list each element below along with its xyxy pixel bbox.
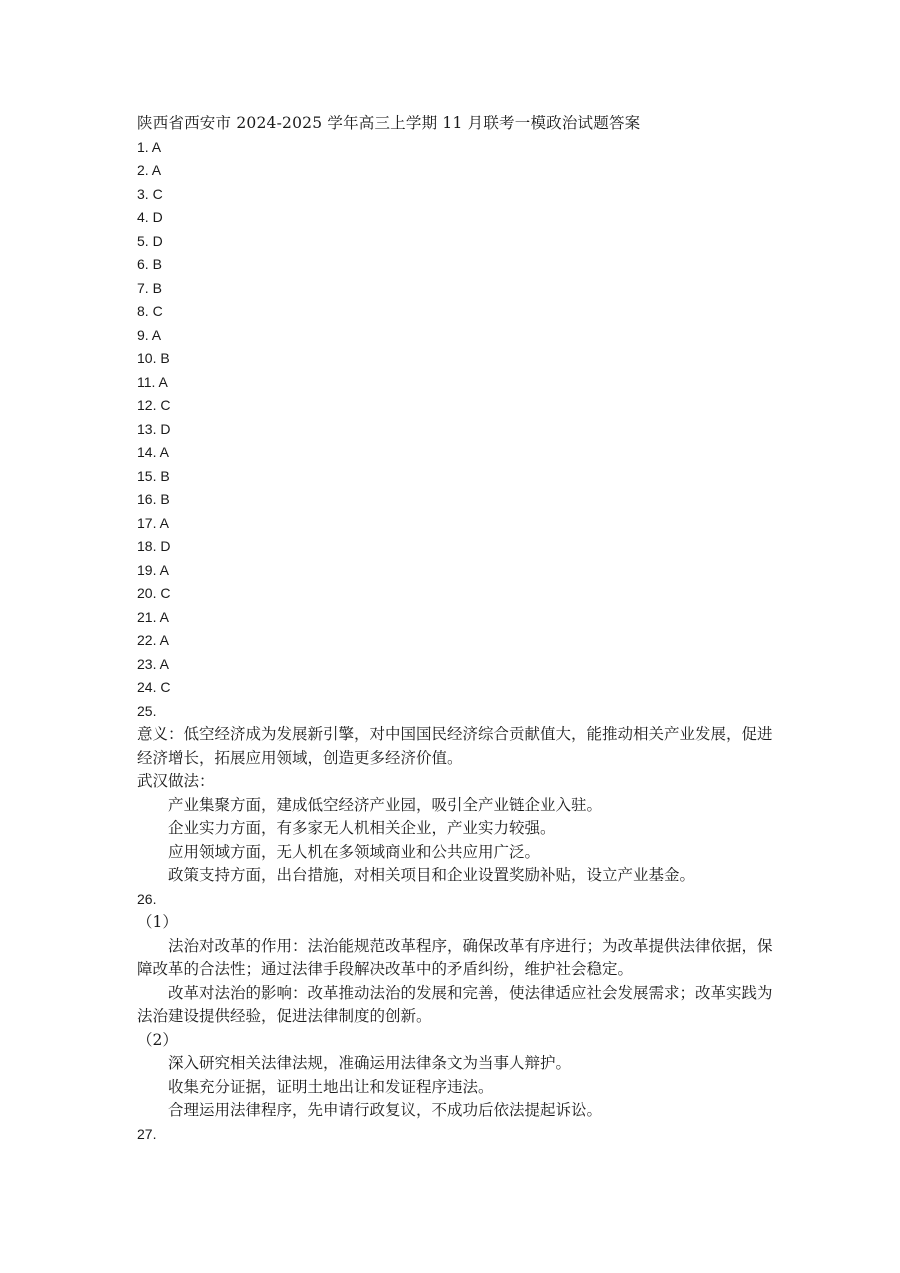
question-25-number: 25. [137, 702, 157, 719]
answer-item: 1. A [137, 138, 162, 155]
question-25-point: 企业实力方面，有多家无人机相关企业，产业实力较强。 [168, 819, 556, 837]
document-content [137, 112, 777, 1146]
answer-item: 13. D [137, 420, 171, 437]
page-title: 陕西省西安市 2024-2025 学年高三上学期 11 月联考一模政治试题答案 [137, 114, 641, 132]
answer-item: 11. A [137, 373, 168, 390]
answer-item: 21. A [137, 608, 169, 625]
answer-item: 20. C [137, 585, 171, 601]
question-26-part2-point: 收集充分证据，证明土地出让和发证程序违法。 [168, 1077, 494, 1096]
question-25-point: 应用领域方面，无人机在多领域商业和公共应用广泛。 [168, 842, 541, 861]
question-25-point: 产业集聚方面，建成低空经济产业园，吸引全产业链企业入驻。 [168, 795, 603, 814]
answer-item: 15. B [137, 467, 170, 484]
question-26-part2-label: （2） [137, 1030, 178, 1049]
answer-item: 19. A [137, 561, 169, 578]
question-26-part1-point: 改革对法治的影响：改革推动法治的发展和完善，使法律适应社会发展需求；改革实践为法治建设提供经验，促进法律制度的创新。 [137, 983, 773, 1025]
answer-item: 4. D [137, 209, 163, 225]
answer-item: 17. A [137, 514, 169, 531]
answer-item: 18. D [137, 538, 171, 554]
answer-item: 24. C [137, 679, 171, 695]
question-26-part2-point: 深入研究相关法律法规，准确运用法律条文为当事人辩护。 [168, 1054, 572, 1072]
answer-item: 14. A [137, 444, 169, 460]
answer-item: 9. A [137, 326, 162, 343]
question-26-part1-point: 法治对改革的作用：法治能规范改革程序，确保改革有序进行；为改革提供法律依据，保障改革的合法性；通过法律手段解决改革中的矛盾纠纷，维护社会稳定。 [137, 936, 773, 978]
question-26-part2-point: 合理运用法律程序，先申请行政复议，不成功后依法提起诉讼。 [168, 1101, 603, 1119]
answer-item: 22. A [137, 632, 169, 648]
question-25-significance: 意义：低空经济成为发展新引擎，对中国国民经济综合贡献值大，能推动相关产业发展，促进经济增长，拓展应用领域，创造更多经济价值。 [137, 725, 773, 767]
answer-item: 5. D [137, 232, 163, 249]
answer-item: 10. B [137, 350, 170, 366]
answer-item: 2. A [137, 162, 162, 178]
question-25-wuhan-heading: 武汉做法： [137, 772, 215, 790]
answer-item: 7. B [137, 279, 162, 296]
answer-item: 6. B [137, 256, 162, 272]
answer-item: 16. B [137, 491, 170, 507]
question-26-part1-label: （1） [137, 913, 178, 931]
question-27-number: 27. [137, 1125, 157, 1142]
answer-item: 23. A [137, 655, 169, 672]
question-25-point: 政策支持方面，出台措施，对相关项目和企业设置奖励补贴，设立产业基金。 [168, 866, 696, 884]
question-26-number: 26. [137, 890, 157, 907]
answer-item: 3. C [137, 185, 163, 202]
answer-item: 8. C [137, 303, 163, 319]
answer-list [137, 136, 777, 700]
answer-item: 12. C [137, 397, 171, 413]
